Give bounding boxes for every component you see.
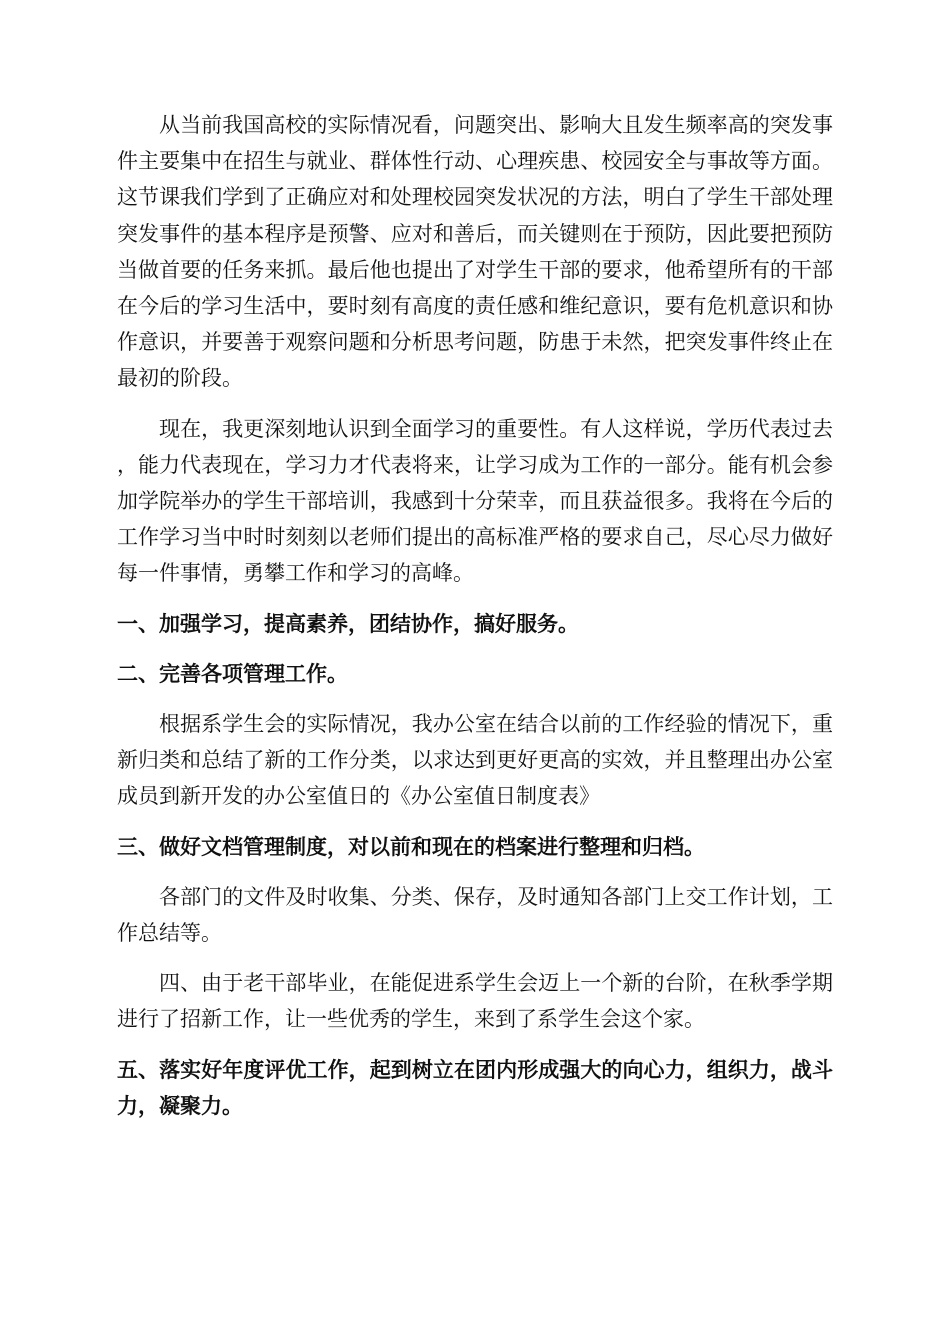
heading-annual-evaluation: 五、落实好年度评优工作，起到树立在团内形成强大的向心力，组织力，战斗力，凝聚力。 [117, 1056, 833, 1118]
paragraph-file-collection: 各部门的文件及时收集、分类、保存，及时通知各部门上交工作计划，工作总结等。 [117, 884, 833, 946]
paragraph-emergency-handling: 从当前我国高校的实际情况看，问题突出、影响大且发生频率高的突发事件主要集中在招生与就业、群体性行动、心理疾患、校园安全与事故等方面。这节课我们学到了正确应对和处理校园突发状况的方法，明白了学生干部处理突发事件的基本程序是预警、应对和善后，而关键则在于预防，因此要把预防当做首要的任务来抓。最后他也提出了对学生干部的要求，他希望所有的干部在今后的学习生活中，要时刻有高度的责任感和维纪意识，要有危机意识和协作意识，并要善于观察问题和分析思考问题，防患于未然，把突发事件终止在最初的阶段。 [117, 113, 833, 391]
heading-document-management: 三、做好文档管理制度，对以前和现在的档案进行整理和归档。 [117, 833, 705, 859]
heading-improve-management: 二、完善各项管理工作。 [117, 660, 348, 686]
paragraph-office-duty: 根据系学生会的实际情况，我办公室在结合以前的工作经验的情况下，重新归类和总结了新的工作分类，以求达到更好更高的实效，并且整理出办公室成员到新开发的办公室值日的《办公室值日制度表》 [117, 712, 833, 809]
document-page [117, 107, 833, 1138]
paragraph-recruitment: 四、由于老干部毕业，在能促进系学生会迈上一个新的台阶，在秋季学期进行了招新工作，让一些优秀的学生，来到了系学生会这个家。 [117, 971, 833, 1032]
heading-strengthen-learning: 一、加强学习，提高素养，团结协作，搞好服务。 [117, 610, 579, 636]
paragraph-learning-importance: 现在，我更深刻地认识到全面学习的重要性。有人这样说，学历代表过去，能力代表现在，学习力才代表将来，让学习成为工作的一部分。能有机会参加学院举办的学生干部培训，我感到十分荣幸，而且获益很多。我将在今后的工作学习当中时时刻刻以老师们提出的高标准严格的要求自己，尽心尽力做好每一件事情，勇攀工作和学习的高峰。 [117, 416, 833, 586]
